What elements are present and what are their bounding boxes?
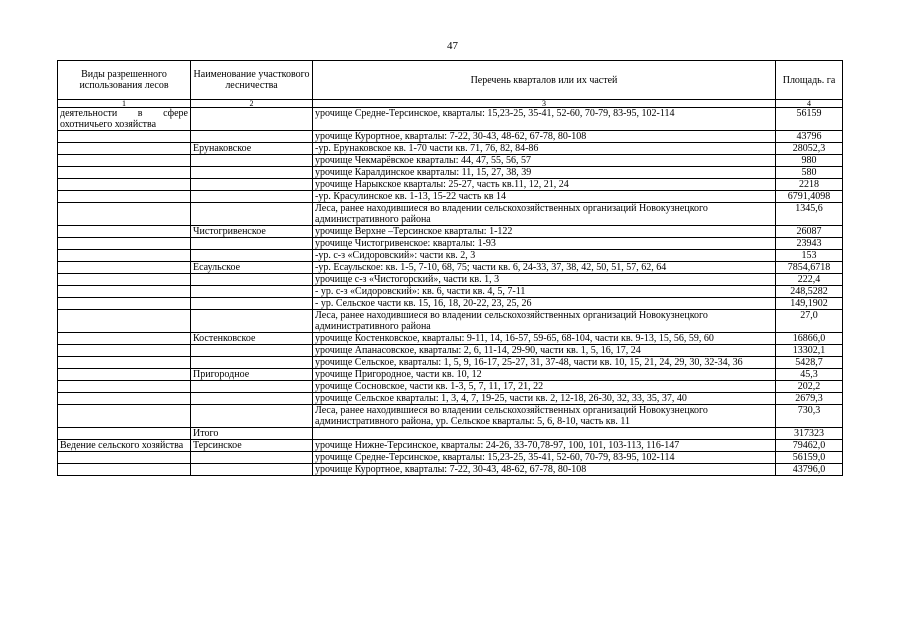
quarters-cell: урочище Сельское кварталы: 1, 3, 4, 7, 19-25, части кв. 2, 12-18, 26-30, 32, 33, 35, 37, 40 xyxy=(313,393,776,405)
use-type-cell xyxy=(58,452,191,464)
table-row xyxy=(58,405,843,428)
quarters-cell: урочище Средне-Терсинское, кварталы: 15,23-25, 35-41, 52-60, 70-79, 83-95, 102-114 xyxy=(313,452,776,464)
use-type-cell xyxy=(58,333,191,345)
quarters-cell: Леса, ранее находившиеся во владении сельскохозяйственных организаций Новокузнецкого административного района xyxy=(313,203,776,226)
table-row xyxy=(58,179,843,191)
area-cell: 580 xyxy=(776,167,843,179)
table-row xyxy=(58,274,843,286)
area-cell: 5428,7 xyxy=(776,357,843,369)
use-type-cell xyxy=(58,428,191,440)
use-type-cell xyxy=(58,357,191,369)
table-row xyxy=(58,250,843,262)
area-cell: 6791,4098 xyxy=(776,191,843,203)
use-type-cell xyxy=(58,464,191,476)
area-cell: 26087 xyxy=(776,226,843,238)
area-cell: 980 xyxy=(776,155,843,167)
area-cell: 222,4 xyxy=(776,274,843,286)
table-row xyxy=(58,203,843,226)
quarters-cell: урочище Пригородное, части кв. 10, 12 xyxy=(313,369,776,381)
forestry-cell xyxy=(191,250,313,262)
use-type-cell xyxy=(58,250,191,262)
quarters-cell: -ур. Красулинское кв. 1-13, 15-22 часть кв 14 xyxy=(313,191,776,203)
forestry-cell xyxy=(191,108,313,131)
quarters-cell: урочище Чистогривенское: кварталы: 1-93 xyxy=(313,238,776,250)
quarters-cell: -ур. с-з «Сидоровский»: части кв. 2, 3 xyxy=(313,250,776,262)
use-type-cell xyxy=(58,167,191,179)
quarters-cell: урочище Курортное, кварталы: 7-22, 30-43, 48-62, 67-78, 80-108 xyxy=(313,464,776,476)
forestry-cell: Ерунаковское xyxy=(191,143,313,155)
area-cell: 27,0 xyxy=(776,310,843,333)
table-row xyxy=(58,108,843,131)
forestry-cell: Есаульское xyxy=(191,262,313,274)
area-cell: 2218 xyxy=(776,179,843,191)
quarters-cell: урочище Нарыкское кварталы: 25-27, часть кв.11, 12, 21, 24 xyxy=(313,179,776,191)
forest-use-table xyxy=(57,60,843,476)
forestry-cell xyxy=(191,357,313,369)
use-type-cell xyxy=(58,131,191,143)
total-label: Итого xyxy=(191,428,313,440)
table-row xyxy=(58,464,843,476)
forestry-cell xyxy=(191,393,313,405)
page-number: 47 xyxy=(447,40,458,52)
table-row xyxy=(58,310,843,333)
column-number: 1 xyxy=(58,100,191,108)
use-type-cell xyxy=(58,381,191,393)
area-cell: 56159 xyxy=(776,108,843,131)
quarters-cell: урочище Курортное, кварталы: 7-22, 30-43, 48-62, 67-78, 80-108 xyxy=(313,131,776,143)
area-cell: 43796 xyxy=(776,131,843,143)
table-row xyxy=(58,155,843,167)
area-cell: 7854,6718 xyxy=(776,262,843,274)
forestry-cell: Чистогривенское xyxy=(191,226,313,238)
column-number: 4 xyxy=(776,100,843,108)
area-cell: 1345,6 xyxy=(776,203,843,226)
header-quarters-list: Перечень кварталов или их частей xyxy=(313,61,776,100)
quarters-cell: урочище Каралдинское кварталы: 11, 15, 27, 38, 39 xyxy=(313,167,776,179)
table-row xyxy=(58,238,843,250)
area-cell: 43796,0 xyxy=(776,464,843,476)
use-type-cell xyxy=(58,262,191,274)
forestry-cell: Пригородное xyxy=(191,369,313,381)
area-cell: 730,3 xyxy=(776,405,843,428)
forestry-cell xyxy=(191,298,313,310)
forestry-cell: Костенковское xyxy=(191,333,313,345)
table-row xyxy=(58,131,843,143)
table-row xyxy=(58,440,843,452)
use-type-cell xyxy=(58,286,191,298)
column-number: 2 xyxy=(191,100,313,108)
quarters-cell: - ур. с-з «Сидоровский»: кв. 6, части кв. 4, 5, 7-11 xyxy=(313,286,776,298)
table-row xyxy=(58,369,843,381)
table-row xyxy=(58,286,843,298)
forestry-cell xyxy=(191,405,313,428)
forestry-cell xyxy=(191,131,313,143)
forestry-cell: Терсинское xyxy=(191,440,313,452)
use-type-cell xyxy=(58,179,191,191)
table-row xyxy=(58,381,843,393)
table-row xyxy=(58,357,843,369)
quarters-cell: урочище Чекмарёвское кварталы: 44, 47, 55, 56, 57 xyxy=(313,155,776,167)
forestry-cell xyxy=(191,155,313,167)
forestry-cell xyxy=(191,286,313,298)
table-header-row xyxy=(58,61,843,100)
area-cell: 56159,0 xyxy=(776,452,843,464)
quarters-cell: - ур. Сельское части кв. 15, 16, 18, 20-22, 23, 25, 26 xyxy=(313,298,776,310)
header-use-type: Виды разрешенного использования лесов xyxy=(58,61,191,100)
area-cell: 153 xyxy=(776,250,843,262)
use-type-cell xyxy=(58,393,191,405)
quarters-cell: урочище Апанасовское, кварталы: 2, 6, 11-14, 29-90, части кв. 1, 5, 16, 17, 24 xyxy=(313,345,776,357)
forestry-cell xyxy=(191,464,313,476)
use-type-cell xyxy=(58,191,191,203)
header-area: Площадь. га xyxy=(776,61,843,100)
table-row xyxy=(58,226,843,238)
table-row xyxy=(58,345,843,357)
use-type-cell xyxy=(58,143,191,155)
forestry-cell xyxy=(191,274,313,286)
quarters-cell: -ур. Ерунаковское кв. 1-70 части кв. 71, 76, 82, 84-86 xyxy=(313,143,776,155)
table-row xyxy=(58,298,843,310)
use-type-cell xyxy=(58,274,191,286)
quarters-cell: урочище Костенковское, кварталы: 9-11, 14, 16-57, 59-65, 68-104, части кв. 9-13, 15, 56, 59, 60 xyxy=(313,333,776,345)
column-number: 3 xyxy=(313,100,776,108)
area-cell: 79462,0 xyxy=(776,440,843,452)
quarters-cell: -ур. Есаульское: кв. 1-5, 7-10, 68, 75; части кв. 6, 24-33, 37, 38, 42, 50, 51, 57, 62, 64 xyxy=(313,262,776,274)
area-cell: 202,2 xyxy=(776,381,843,393)
use-type-cell xyxy=(58,369,191,381)
quarters-cell: урочище Средне-Терсинское, кварталы: 15,23-25, 35-41, 52-60, 70-79, 83-95, 102-114 xyxy=(313,108,776,131)
area-cell: 28052,3 xyxy=(776,143,843,155)
area-cell: 149,1902 xyxy=(776,298,843,310)
table-row xyxy=(58,452,843,464)
total-row xyxy=(58,428,843,440)
quarters-cell xyxy=(313,428,776,440)
forestry-cell xyxy=(191,345,313,357)
table-row xyxy=(58,262,843,274)
total-area: 317323 xyxy=(776,428,843,440)
forestry-cell xyxy=(191,167,313,179)
use-type-cell xyxy=(58,226,191,238)
table-row xyxy=(58,191,843,203)
header-forestry-name: Наименование участкового лесничества xyxy=(191,61,313,100)
area-cell: 16866,0 xyxy=(776,333,843,345)
forestry-cell xyxy=(191,179,313,191)
quarters-cell: Леса, ранее находившиеся во владении сельскохозяйственных организаций Новокузнецкого административного района, ур. Сельское кварталы: 5, 6, 8-10, часть кв. 11 xyxy=(313,405,776,428)
forestry-cell xyxy=(191,452,313,464)
forestry-cell xyxy=(191,238,313,250)
area-cell: 45,3 xyxy=(776,369,843,381)
area-cell: 248,5282 xyxy=(776,286,843,298)
table-row xyxy=(58,167,843,179)
quarters-cell: урочище Нижне-Терсинское, кварталы: 24-26, 33-70,78-97, 100, 101, 103-113, 116-147 xyxy=(313,440,776,452)
quarters-cell: Леса, ранее находившиеся во владении сельскохозяйственных организаций Новокузнецкого административного района xyxy=(313,310,776,333)
area-cell: 13302,1 xyxy=(776,345,843,357)
use-type-cell xyxy=(58,405,191,428)
quarters-cell: урочище Сельское, кварталы: 1, 5, 9, 16-17, 25-27, 31, 37-48, части кв. 10, 15, 21, 24, 29, 30, 32-34, 36 xyxy=(313,357,776,369)
use-type-cell xyxy=(58,345,191,357)
quarters-cell: урочище с-з «Чистогорский», части кв. 1, 3 xyxy=(313,274,776,286)
use-type-cell xyxy=(58,298,191,310)
table-row xyxy=(58,143,843,155)
use-type-cell: деятельности в сфере охотничьего хозяйства xyxy=(58,108,191,131)
quarters-cell: урочище Верхне –Терсинское кварталы: 1-122 xyxy=(313,226,776,238)
table-row xyxy=(58,393,843,405)
area-cell: 2679,3 xyxy=(776,393,843,405)
area-cell: 23943 xyxy=(776,238,843,250)
use-type-cell xyxy=(58,203,191,226)
use-type-cell xyxy=(58,238,191,250)
forestry-cell xyxy=(191,203,313,226)
forestry-cell xyxy=(191,381,313,393)
forestry-cell xyxy=(191,310,313,333)
quarters-cell: урочище Сосновское, части кв. 1-3, 5, 7, 11, 17, 21, 22 xyxy=(313,381,776,393)
use-type-cell: Ведение сельского хозяйства xyxy=(58,440,191,452)
column-number-row xyxy=(58,100,843,108)
use-type-cell xyxy=(58,310,191,333)
use-type-cell xyxy=(58,155,191,167)
table-row xyxy=(58,333,843,345)
forestry-cell xyxy=(191,191,313,203)
